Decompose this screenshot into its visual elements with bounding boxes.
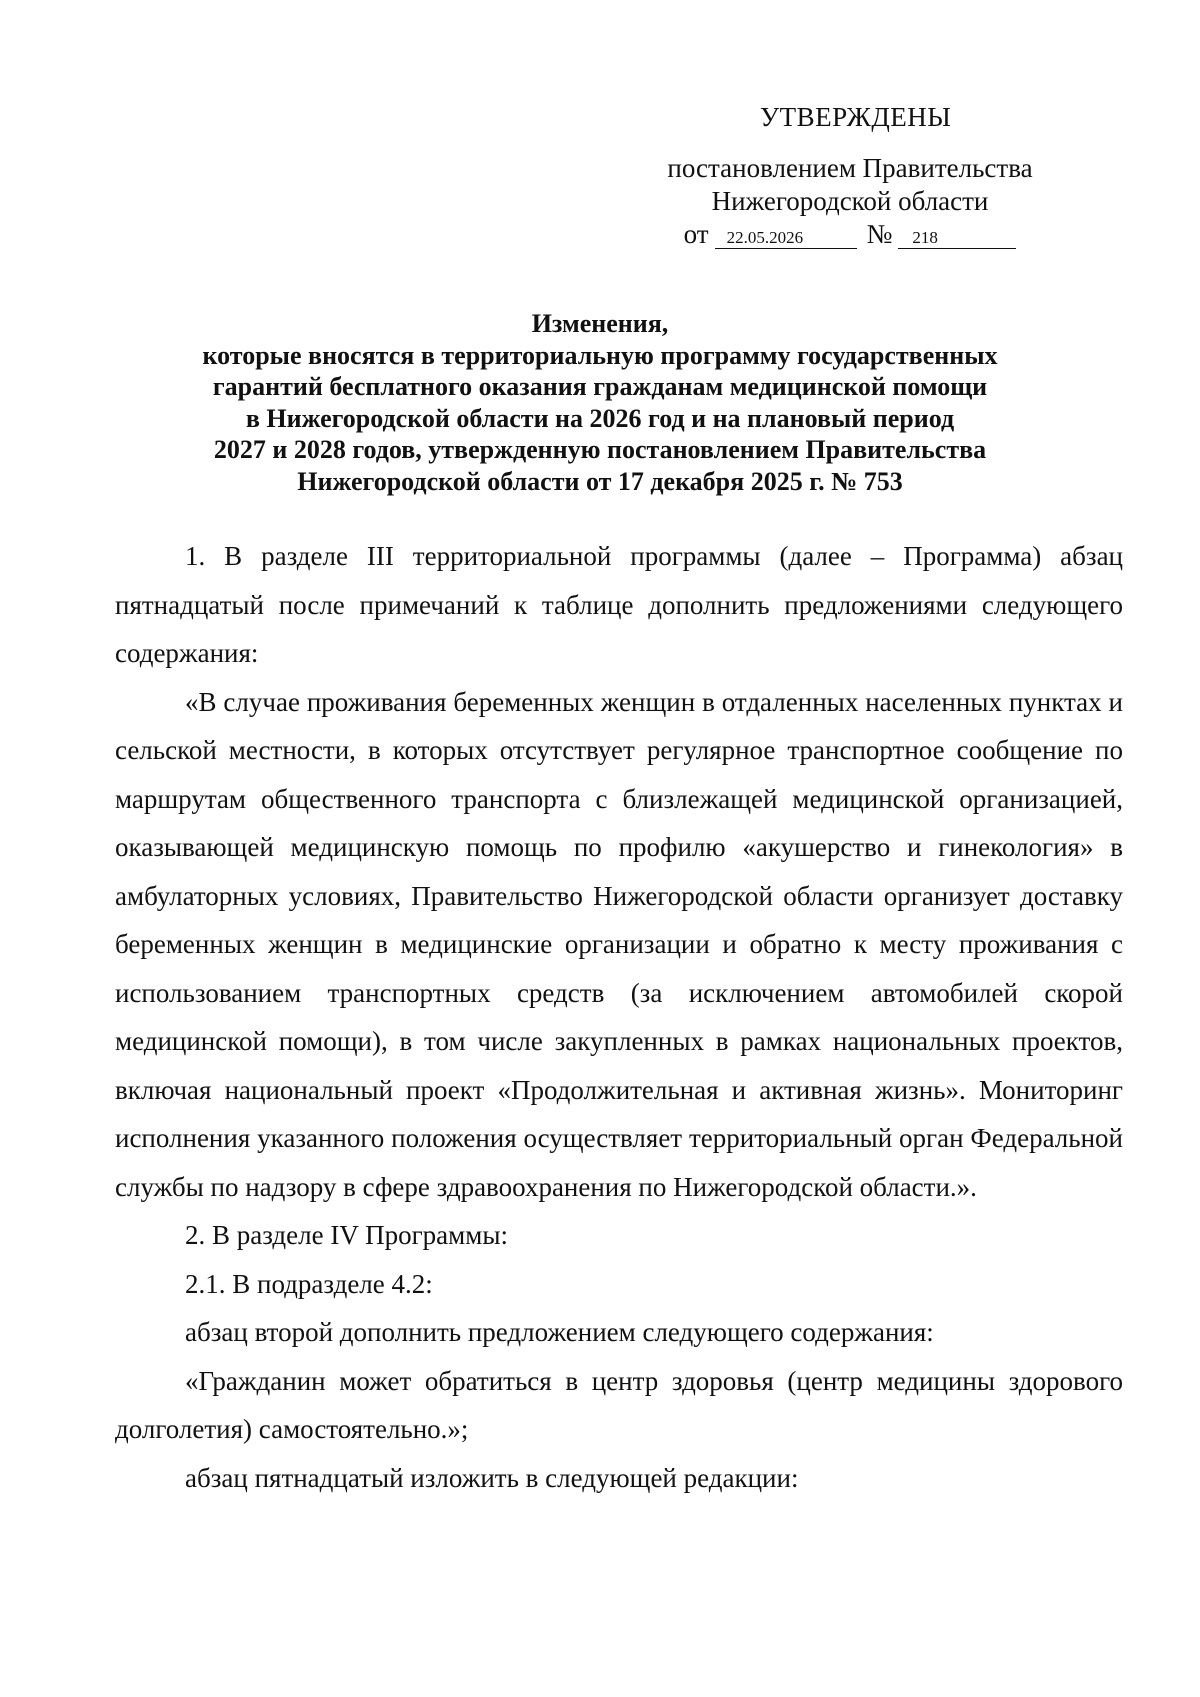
number-sign: №	[866, 219, 893, 249]
title-line-6: Нижегородской области от 17 декабря 2025 г. № 753	[297, 466, 903, 496]
decree-line-2: Нижегородской области	[711, 186, 989, 216]
document-title	[100, 308, 1100, 497]
paragraph-2: «В случае проживания беременных женщин в отдаленных населенных пунктах и сельской местности, в которых отсутствует регулярное транспортное сообщение по маршрутам общественного транспорта с близлежащей медицинской организацией, оказывающей медицинскую помощь по профилю «акушерство и гинекология» в амбулаторных условиях, Правительство Нижегородской области организует доставку беременных женщин в медицинские организации и обратно к месту проживания с использованием транспортных средств (за исключением автомобилей скорой медицинской помощи), в том числе закупленных в рамках национальных проектов, включая национальный проект «Продолжительная и активная жизнь». Мониторинг исполнения указанного положения осуществляет территориальный орган Федеральной службы по надзору в сфере здравоохранения по Нижегородской области.».	[115, 686, 1123, 1202]
decree-date-number-line	[640, 218, 1060, 251]
from-label: от	[683, 219, 709, 249]
paragraph-4: 2.1. В подразделе 4.2:	[185, 1268, 433, 1299]
title-line-2: которые вносятся в территориальную программу государственных	[202, 340, 998, 370]
paragraph-7: абзац пятнадцатый изложить в следующей редакции:	[185, 1462, 799, 1493]
title-line-5: 2027 и 2028 годов, утвержденную постановлением Правительства	[213, 435, 987, 464]
approved-label: УТВЕРЖДЕНЫ	[760, 102, 952, 132]
title-line-3: гарантий бесплатного оказания гражданам медицинской помощи	[212, 372, 988, 401]
paragraph-3: 2. В разделе IV Программы:	[185, 1220, 508, 1250]
paragraph-5: абзац второй дополнить предложением следующего содержания:	[185, 1317, 934, 1347]
paragraph-6: «Гражданин может обратиться в центр здоровья (центр медицины здорового долголетия) самостоятельно.»;	[115, 1365, 1123, 1444]
paragraph-1: 1. В разделе III территориальной программы (далее – Программа) абзац пятнадцатый после примечаний к таблице дополнить предложениями следующего содержания:	[115, 541, 1123, 668]
document-body	[115, 532, 1123, 1502]
decree-date: 22.05.2026	[715, 228, 857, 249]
title-line-1: Изменения,	[531, 309, 669, 338]
decree-reference	[640, 152, 1060, 251]
decree-line-1: постановлением Правительства	[667, 153, 1033, 183]
decree-number: 218	[898, 228, 1016, 249]
title-line-4: в Нижегородской области на 2026 год и на плановый период	[245, 403, 955, 433]
